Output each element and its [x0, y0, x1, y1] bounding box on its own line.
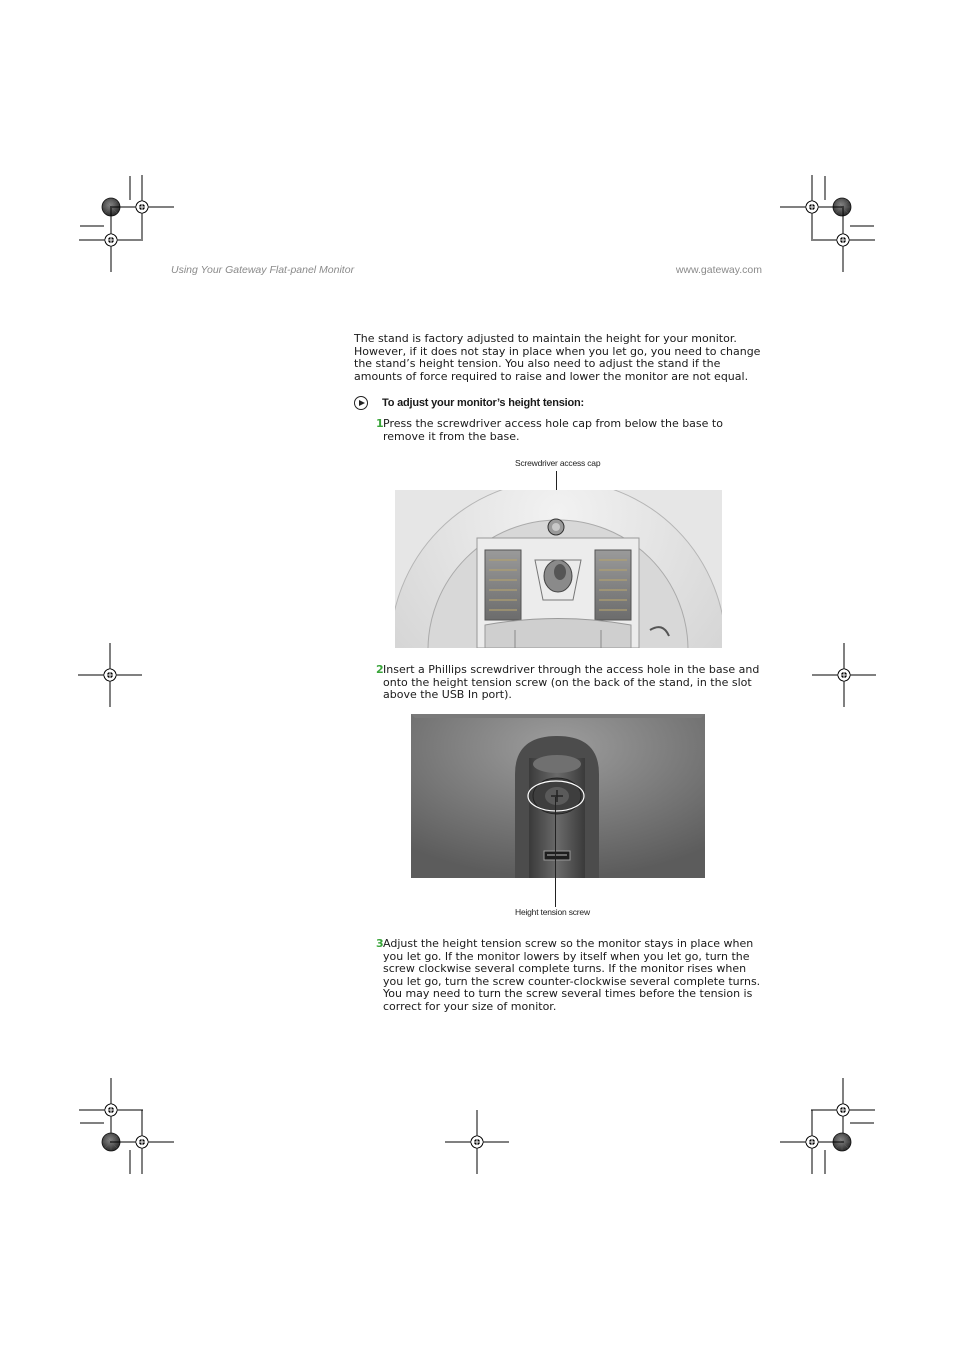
step-number: 1	[376, 417, 384, 430]
step-1	[354, 418, 762, 443]
figure-2-leader	[555, 797, 556, 907]
running-header-title: Using Your Gateway Flat-panel Monitor	[171, 264, 355, 276]
figure-2-photo-stand-back	[411, 714, 705, 878]
step-number: 3	[376, 937, 384, 950]
step-text: Insert a Phillips screwdriver through the access hole in the base and onto the height tension screw (on the back of the stand, in the slot above the USB In port).	[383, 663, 760, 701]
step-number: 2	[376, 663, 384, 676]
running-header-url: www.gateway.com	[675, 264, 762, 276]
step-2	[354, 664, 762, 702]
step-text: Adjust the height tension screw so the monitor stays in place when you let go. If the monitor lowers by itself when you let go, turn the screw clockwise several complete turns. If the monitor rises when you let go, turn the screw counter-clockwise several complete turns. You may need to turn the screw several times before the tension is correct for your size of monitor.	[383, 937, 761, 1013]
procedure-heading	[354, 396, 584, 410]
step-text: Press the screwdriver access hole cap from below the base to remove it from the base.	[383, 417, 723, 443]
play-arrow-icon	[354, 396, 368, 410]
figure-1-photo-stand-base	[395, 490, 722, 648]
procedure-title: To adjust your monitor’s height tension:	[382, 397, 585, 409]
intro-paragraph: The stand is factory adjusted to maintain the height for your monitor. However, if it does not stay in place when you let go, you need to change the stand’s height tension. You also need to adjust the stand if the amounts of force required to raise and lower the monitor are not equal.	[354, 332, 761, 383]
figure-1-caption: Screwdriver access cap	[515, 458, 601, 468]
step-3	[354, 938, 762, 1013]
figure-2-caption: Height tension screw	[515, 907, 590, 917]
